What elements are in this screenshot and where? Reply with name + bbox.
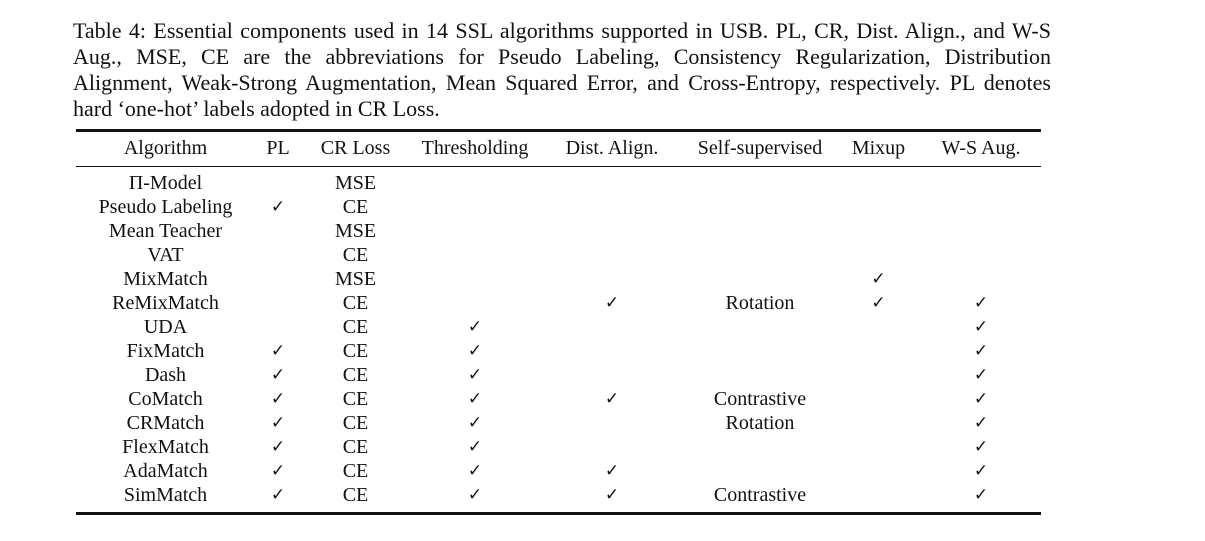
cr-loss-cell: CE [342,388,369,410]
ws-aug-cell [921,219,1041,243]
table-header-row [76,131,1041,166]
pl-cell [255,267,301,291]
cr-loss-cell: MSE [334,268,377,290]
mixup-cell [836,483,921,507]
self-supervised-cell: Rotation [725,412,795,434]
table-body [76,166,1041,507]
self-supervised-cell [684,195,836,219]
mixup-cell [836,243,921,267]
header-thresholding: Thresholding [421,137,529,159]
self-supervised-cell [684,315,836,339]
algorithm-cell: CoMatch [128,388,203,410]
header-mixup: Mixup [851,137,906,159]
self-supervised-cell [684,166,836,195]
table-row [76,267,1041,291]
dist-align-cell [540,435,684,459]
pl-cell [255,291,301,315]
cr-loss-cell: CE [342,460,369,482]
pl-cell: ✓ [270,341,286,361]
table-row [76,387,1041,411]
pl-cell [255,243,301,267]
mixup-cell [836,435,921,459]
mixup-cell [836,459,921,483]
self-supervised-cell [684,459,836,483]
table-row [76,219,1041,243]
pl-cell: ✓ [270,437,286,457]
ws-aug-cell: ✓ [973,389,989,409]
pl-cell: ✓ [270,197,286,217]
table-row [76,315,1041,339]
table-row [76,435,1041,459]
table-row [76,243,1041,267]
mixup-cell [836,219,921,243]
dist-align-cell [540,166,684,195]
table-row [76,363,1041,387]
cr-loss-cell: MSE [334,220,377,242]
mixup-cell: ✓ [871,269,886,289]
cr-loss-cell: CE [342,244,369,266]
thresholding-cell: ✓ [467,461,483,481]
algorithm-cell: VAT [147,244,184,266]
header-self-supervised: Self-supervised [697,137,823,159]
pl-cell: ✓ [270,485,286,505]
dist-align-cell [540,243,684,267]
mixup-cell [836,166,921,195]
dist-align-cell: ✓ [604,485,620,505]
dist-align-cell [540,195,684,219]
self-supervised-cell [684,267,836,291]
cr-loss-cell: CE [342,316,369,338]
table-row [76,291,1041,315]
pl-cell [255,166,301,195]
self-supervised-cell: Rotation [725,292,795,314]
dist-align-cell: ✓ [604,461,620,481]
table-row [76,339,1041,363]
cr-loss-cell: CE [342,292,369,314]
thresholding-cell: ✓ [467,365,483,385]
cr-loss-cell: CE [342,484,369,506]
ws-aug-cell [921,267,1041,291]
ws-aug-cell: ✓ [973,293,989,313]
dist-align-cell [540,219,684,243]
pl-cell: ✓ [270,413,286,433]
dist-align-cell: ✓ [604,389,620,409]
thresholding-cell [410,219,540,243]
mixup-cell [836,195,921,219]
self-supervised-cell [684,339,836,363]
cr-loss-cell: CE [342,196,369,218]
header-pl: PL [266,137,290,159]
ws-aug-cell: ✓ [973,365,989,385]
thresholding-cell: ✓ [467,437,483,457]
pl-cell: ✓ [270,365,286,385]
self-supervised-cell [684,435,836,459]
self-supervised-cell: Contrastive [713,388,807,410]
pl-cell [255,315,301,339]
ws-aug-cell: ✓ [973,341,989,361]
mixup-cell [836,339,921,363]
mixup-cell [836,363,921,387]
header-dist-align: Dist. Align. [565,137,659,159]
thresholding-cell [410,243,540,267]
self-supervised-cell: Contrastive [713,484,807,506]
thresholding-cell [410,195,540,219]
table-bottom-rule [76,512,1041,515]
thresholding-cell [410,291,540,315]
mixup-cell [836,387,921,411]
pl-cell: ✓ [270,461,286,481]
dist-align-cell [540,411,684,435]
self-supervised-cell [684,219,836,243]
self-supervised-cell [684,243,836,267]
pl-cell: ✓ [270,389,286,409]
thresholding-cell: ✓ [467,485,483,505]
dist-align-cell [540,363,684,387]
algorithm-cell: FlexMatch [122,436,209,458]
algorithm-cell: AdaMatch [123,460,208,482]
ws-aug-cell: ✓ [973,437,989,457]
thresholding-cell [410,267,540,291]
ws-aug-cell [921,243,1041,267]
ws-aug-cell [921,195,1041,219]
algorithm-cell: UDA [143,316,188,338]
thresholding-cell: ✓ [467,389,483,409]
algorithm-cell: ReMixMatch [112,292,219,314]
cr-loss-cell: CE [342,364,369,386]
header-algorithm: Algorithm [123,137,208,159]
pl-cell [255,219,301,243]
dist-align-cell [540,267,684,291]
algorithm-cell: Pseudo Labeling [98,196,233,218]
header-cr-loss: CR Loss [320,137,391,159]
ws-aug-cell: ✓ [973,413,989,433]
mixup-cell: ✓ [871,293,886,313]
thresholding-cell: ✓ [467,341,483,361]
algorithm-cell: FixMatch [126,340,205,362]
ws-aug-cell: ✓ [973,461,989,481]
cr-loss-cell: CE [342,412,369,434]
cr-loss-cell: MSE [334,172,377,194]
thresholding-cell: ✓ [467,317,483,337]
table-caption: Table 4: Essential components used in 14 SSL algorithms supported in USB. PL, CR, Dist. Align., and W-S Aug., MSE, CE are the abbreviations for Pseudo Labeling, Consistency Regularization, Distribution Alignment, Weak-Strong Augmentation, Mean Squared Error, and Cross-Entropy, respectively. PL denotes hard ‘one-hot’ labels adopted in CR Loss. [73,18,1051,121]
dist-align-cell [540,339,684,363]
table-row [76,411,1041,435]
header-ws-aug: W-S Aug. [941,137,1021,159]
table-row [76,459,1041,483]
components-table [76,131,1041,507]
ws-aug-cell: ✓ [973,485,989,505]
algorithm-cell: MixMatch [123,268,208,290]
ws-aug-cell: ✓ [973,317,989,337]
table-row [76,166,1041,195]
algorithm-cell: Dash [144,364,187,386]
mixup-cell [836,315,921,339]
algorithm-cell: CRMatch [126,412,205,434]
dist-align-cell [540,315,684,339]
cr-loss-cell: CE [342,436,369,458]
algorithm-cell: Mean Teacher [108,220,223,242]
algorithm-cell: SimMatch [123,484,208,506]
self-supervised-cell [684,363,836,387]
ws-aug-cell [921,166,1041,195]
table-row [76,195,1041,219]
dist-align-cell: ✓ [604,293,620,313]
algorithm-cell: Π-Model [128,172,203,194]
thresholding-cell [410,166,540,195]
mixup-cell [836,411,921,435]
thresholding-cell: ✓ [467,413,483,433]
cr-loss-cell: CE [342,340,369,362]
table-row [76,483,1041,507]
